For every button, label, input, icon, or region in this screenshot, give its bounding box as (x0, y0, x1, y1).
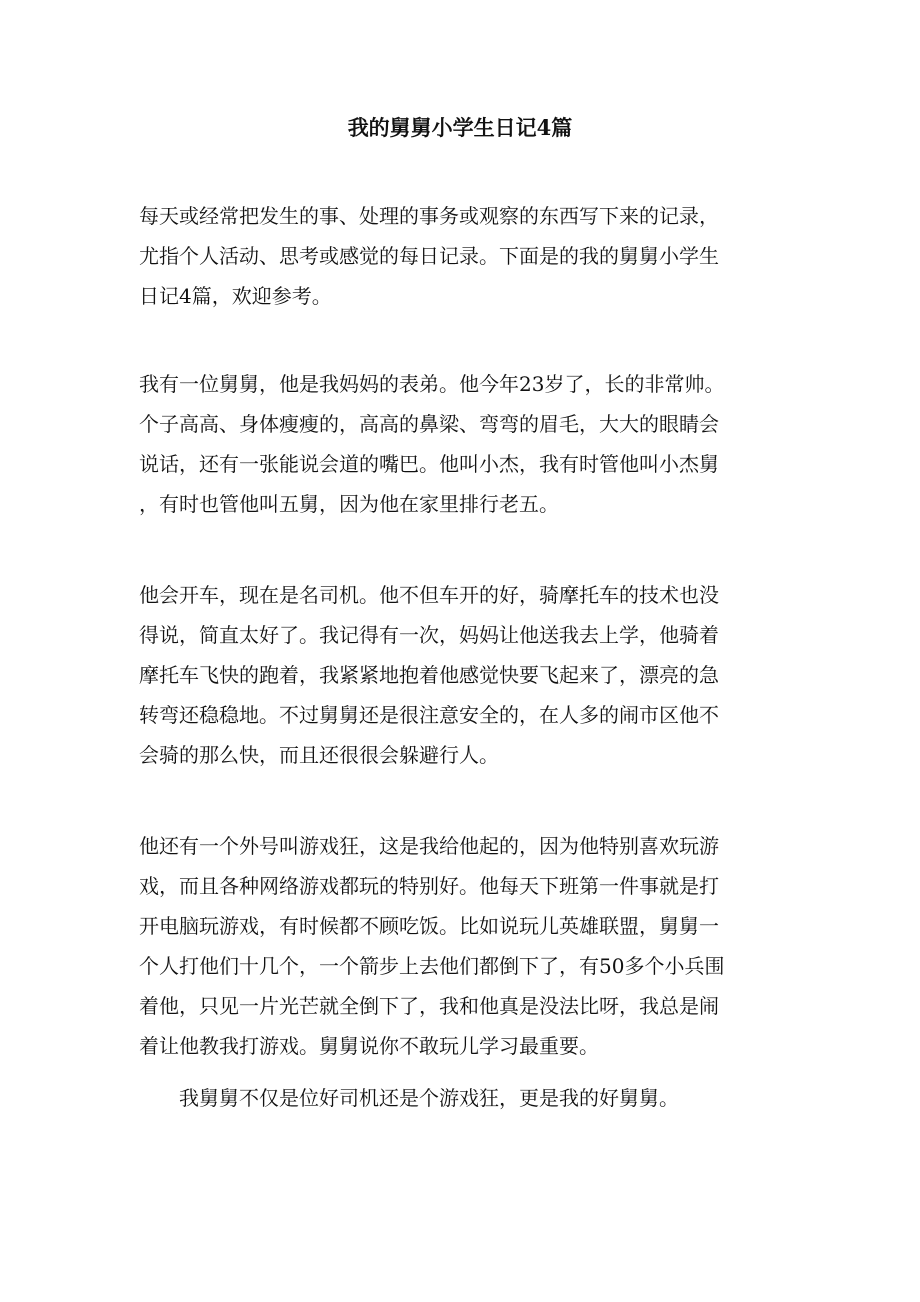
text-line: 说话，还有一张能说会道的嘴巴。他叫小杰，我有时管他叫小杰舅 (139, 452, 719, 476)
text-line: 会骑的那么快，而且还很很会躲避行人。 (139, 743, 499, 767)
paragraph-conclusion (179, 1078, 829, 1118)
text-line: 开电脑玩游戏，有时候都不顾吃饭。比如说玩儿英雄联盟，舅舅一 (139, 914, 719, 938)
text-line: 得说，简直太好了。我记得有一次，妈妈让他送我去上学，他骑着 (139, 623, 719, 647)
text-line: 我舅舅不仅是位好司机还是个游戏狂，更是我的好舅舅。 (179, 1086, 679, 1110)
text-line: 尤指个人活动、思考或感觉的每日记录。下面是的我的舅舅小学生 (139, 244, 719, 268)
text-line: 个人打他们十几个，一个箭步上去他们都倒下了，有50多个小兵围 (139, 954, 725, 978)
text-line: 戏，而且各种网络游戏都玩的特别好。他每天下班第一件事就是打 (139, 874, 719, 898)
text-line: 每天或经常把发生的事、处理的事务或观察的东西写下来的记录， (139, 204, 719, 228)
text-line: 他还有一个外号叫游戏狂，这是我给他起的，因为他特别喜欢玩游 (139, 834, 719, 858)
text-line: 我有一位舅舅，他是我妈妈的表弟。他今年23岁了，长的非常帅。 (139, 372, 725, 396)
text-line: 转弯还稳稳地。不过舅舅还是很注意安全的，在人多的闹市区他不 (139, 703, 719, 727)
text-line: 日记4篇，欢迎参考。 (139, 284, 332, 308)
text-line: 着他，只见一片光芒就全倒下了，我和他真是没法比呀，我总是闹 (139, 994, 719, 1018)
text-line: ，有时也管他叫五舅，因为他在家里排行老五。 (139, 492, 559, 516)
document-title: 我的舅舅小学生日记4篇 (347, 115, 573, 140)
text-line: 他会开车，现在是名司机。他不但车开的好，骑摩托车的技术也没 (139, 583, 719, 607)
text-line: 个子高高、身体瘦瘦的，高高的鼻梁、弯弯的眉毛，大大的眼睛会 (139, 412, 719, 436)
paragraph-appearance (139, 364, 789, 524)
paragraph-intro (139, 196, 789, 316)
text-line: 摩托车飞快的跑着，我紧紧地抱着他感觉快要飞起来了，漂亮的急 (139, 663, 719, 687)
text-line: 着让他教我打游戏。舅舅说你不敢玩儿学习最重要。 (139, 1034, 599, 1058)
paragraph-gaming (139, 826, 789, 1066)
paragraph-driving (139, 575, 789, 775)
